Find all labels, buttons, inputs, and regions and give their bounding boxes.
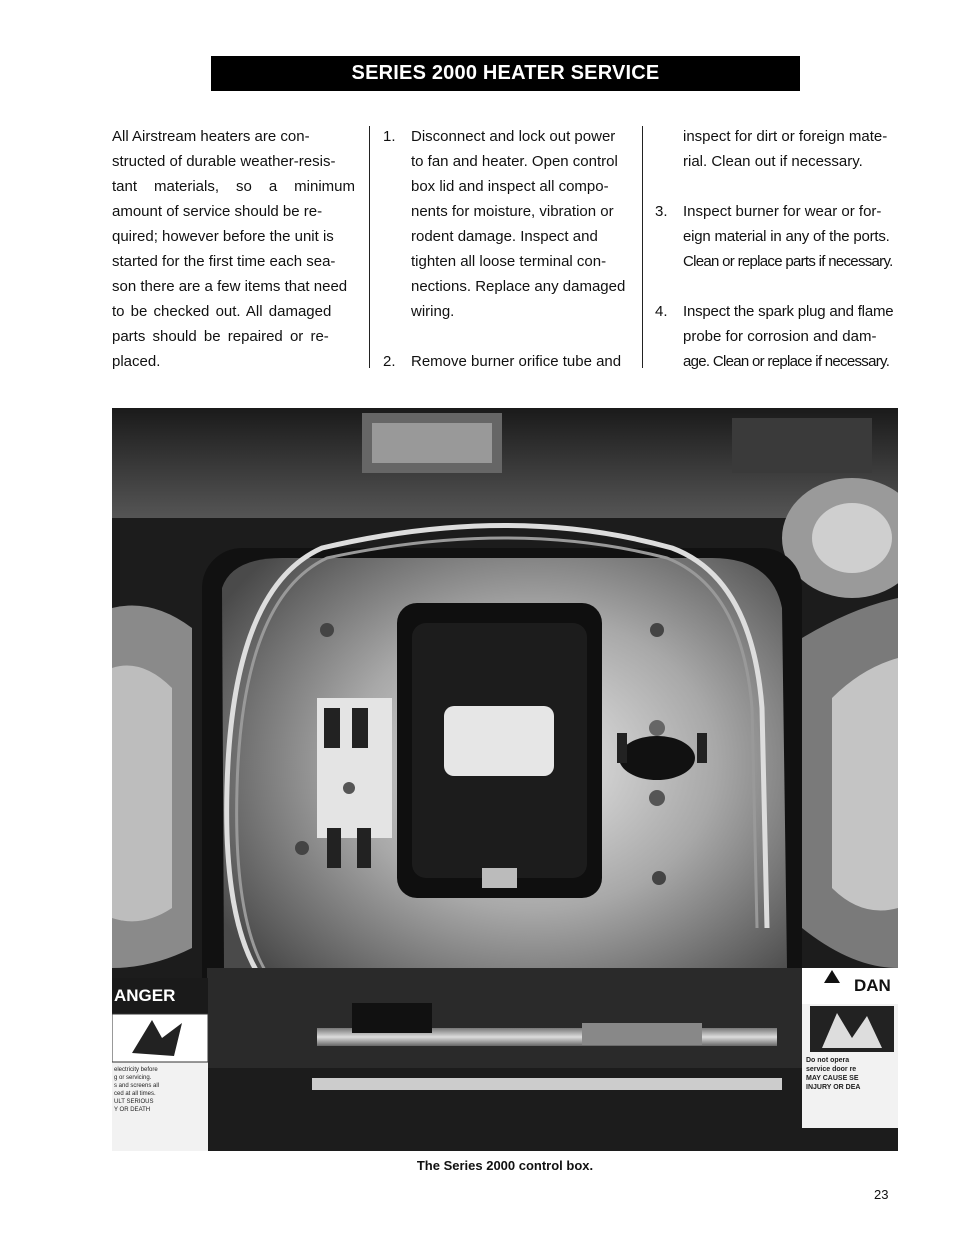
intro-line: parts should be repaired or re- xyxy=(112,328,329,345)
intro-line: All Airstream heaters are con- xyxy=(112,128,310,145)
step-line: Remove burner orifice tube and xyxy=(411,353,622,370)
step-line: Clean or replace parts if necessary. xyxy=(683,253,893,270)
intro-line: structed of durable weather-resis- xyxy=(112,153,336,170)
step-3 xyxy=(655,199,900,274)
step-number: 4. xyxy=(655,303,668,320)
step-number: 2. xyxy=(383,353,396,370)
sticker-text-left: electricity before g or servicing. s and screens all ced at all times. ULT SERIOUS Y OR DEATH xyxy=(114,1067,160,1113)
step-line: Inspect burner for wear or for- xyxy=(683,203,882,220)
control-box-photo xyxy=(112,408,898,1151)
step-line: Disconnect and lock out power xyxy=(411,128,616,145)
intro-paragraph xyxy=(112,124,355,374)
step-line: age. Clean or replace if necessary. xyxy=(683,353,890,370)
step-line: Inspect the spark plug and flame xyxy=(683,303,894,320)
steps-column-right xyxy=(655,124,900,374)
photo-caption: The Series 2000 control box. xyxy=(416,1158,594,1173)
step-number: 3. xyxy=(655,203,668,220)
step-line: eign material in any of the ports. xyxy=(683,228,890,245)
step-line: rial. Clean out if necessary. xyxy=(683,153,863,170)
intro-line: son there are a few items that need xyxy=(112,278,348,295)
step-4 xyxy=(655,299,900,374)
column-divider xyxy=(369,126,370,368)
step-line: inspect for dirt or foreign mate- xyxy=(683,128,888,145)
step-2-continued xyxy=(683,124,900,174)
intro-line: tant materials, so a minimum xyxy=(112,178,355,195)
intro-line: to be checked out. All damaged xyxy=(112,303,332,320)
step-line: nents for moisture, vibration or xyxy=(411,203,614,220)
sticker-text-right: Do not opera service door re MAY CAUSE SE INJURY OR DEA xyxy=(806,1057,861,1091)
step-line: to fan and heater. Open control xyxy=(411,153,618,170)
step-line: probe for corrosion and dam- xyxy=(683,328,877,345)
steps-column-middle xyxy=(383,124,633,374)
intro-line: started for the first time each sea- xyxy=(112,253,336,270)
step-number: 1. xyxy=(383,128,396,145)
step-line: nections. Replace any damaged xyxy=(411,278,626,295)
intro-line: amount of service should be re- xyxy=(112,203,323,220)
page-number: 23 xyxy=(874,1187,889,1202)
danger-label-right: DAN xyxy=(854,976,891,995)
step-2 xyxy=(383,349,633,374)
page-title: SERIES 2000 HEATER SERVICE xyxy=(211,56,800,91)
danger-label-left: ANGER xyxy=(114,986,176,1005)
intro-line: placed. xyxy=(112,353,161,370)
step-line: box lid and inspect all compo- xyxy=(411,178,609,195)
column-divider xyxy=(642,126,643,368)
step-line: rodent damage. Inspect and xyxy=(411,228,598,245)
step-line: tighten all loose terminal con- xyxy=(411,253,607,270)
step-line: wiring. xyxy=(411,303,455,320)
step-1 xyxy=(383,124,633,324)
intro-line: quired; however before the unit is xyxy=(112,228,334,245)
